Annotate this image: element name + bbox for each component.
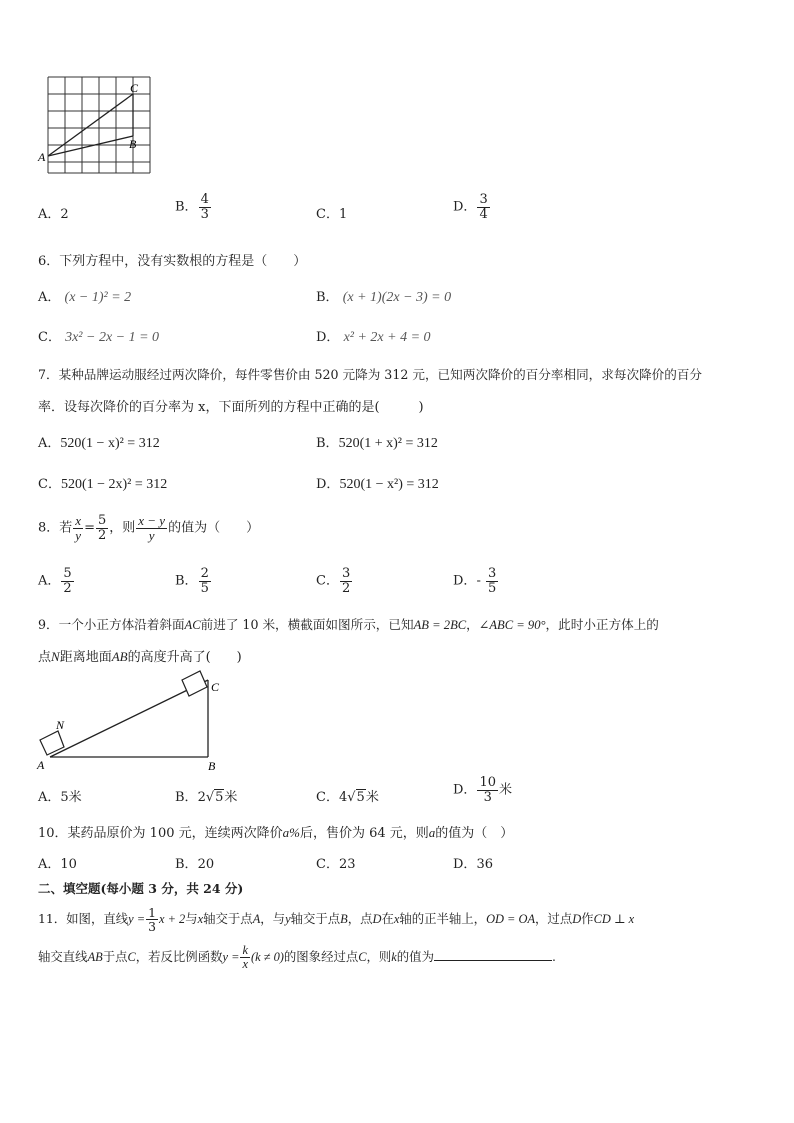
q8-option-b[interactable]: B． $\frac{2}{5}$ [175, 566, 209, 596]
q11-stem-line1: 11．如图，直线y = $\frac{1}{3}$ x + 2与x轴交于点A，与y轴交于点B，点D在x轴的正半轴上，OD = OA，过点D作CD ⊥ x [38, 905, 635, 935]
q8-option-d[interactable]: D．- $\frac{3}{5}$ [453, 566, 497, 596]
q7-stem-line2: 率．设每次降价的百分率为 x，下面所列的方程中正确的是( ) [38, 400, 424, 415]
q8-option-c[interactable]: C． $\frac{3}{2}$ [316, 566, 351, 596]
q8-stem: 8．若 $\frac{x}{y}$ = $\frac{5}{2}$ ，则 $\frac{x - y}{y}$ 的值为（ ） [38, 513, 260, 543]
q7-option-d[interactable]: D．520(1 − x²) = 312 [316, 477, 439, 492]
q6-option-d[interactable]: D． x² + 2x + 4 = 0 [316, 330, 431, 345]
q6-stem: 6．下列方程中，没有实数根的方程是（ ） [38, 254, 307, 269]
q5-option-a[interactable]: A．2 [38, 207, 69, 222]
q10-option-a[interactable]: A．10 [38, 857, 77, 872]
triangle-abc-slope [50, 680, 208, 757]
q6-option-c[interactable]: C． 3x² − 2x − 1 = 0 [38, 330, 160, 345]
label-n: N [56, 718, 65, 732]
q5-option-c[interactable]: C．1 [316, 207, 348, 222]
cube-at-c [182, 671, 207, 696]
q7-option-b[interactable]: B．520(1 + x)² = 312 [316, 436, 438, 451]
section-title-fill-in: 二、填空题(每小题 3 分，共 24 分) [38, 881, 244, 896]
label-c: C [211, 680, 220, 694]
label-b: B [208, 759, 216, 773]
label-a: A [37, 758, 45, 772]
sqrt-symbol: √ [347, 790, 356, 805]
q7-option-a[interactable]: A．520(1 − x)² = 312 [38, 436, 160, 451]
slope-figure [34, 670, 234, 774]
q9-stem-line1: 9．一个小正方体沿着斜面AC前进了 10 米，横截面如图所示，已知AB = 2BC，∠ABC = 90°，此时小正方体上的 [38, 617, 659, 632]
triangle-abc [48, 94, 133, 156]
q9-stem-line2: 点N距离地面AB的高度升高了( ) [38, 649, 242, 665]
q7-stem-line1: 7．某种品牌运动服经过两次降价，每件零售价由 520 元降为 312 元，已知两次降价的百分率相同，求每次降价的百分 [38, 367, 703, 382]
label-a: A [38, 150, 46, 164]
label-b: B [129, 137, 137, 151]
q9-option-a[interactable]: A．5米 [38, 790, 82, 805]
q10-option-d[interactable]: D．36 [453, 857, 493, 872]
q10-option-b[interactable]: B．20 [175, 857, 215, 872]
q11-stem-line2: 轴交直线AB于点C，若反比例函数y = $\frac{k}{x}$ (k ≠ 0)的图象经过点C，则k的值为 . [38, 943, 556, 972]
q5-option-b[interactable]: B． $\frac{4}{3}$ [175, 192, 209, 222]
q11-answer-blank[interactable] [434, 948, 552, 961]
q10-option-c[interactable]: C．23 [316, 857, 356, 872]
label-c: C [130, 81, 139, 95]
q9-option-b[interactable]: B．2√5米 [175, 790, 238, 805]
q9-option-d[interactable]: D． $\frac{10}{3}$ 米 [453, 775, 512, 805]
q6-option-b[interactable]: B． (x + 1)(2x − 3) = 0 [316, 290, 452, 305]
q8-option-a[interactable]: A． $\frac{5}{2}$ [38, 566, 72, 596]
q6-option-a[interactable]: A． (x − 1)² = 2 [38, 290, 132, 305]
q9-option-c[interactable]: C．4√5米 [316, 790, 379, 805]
q5-option-d[interactable]: D． $\frac{3}{4}$ [453, 192, 488, 222]
sqrt-symbol: √ [205, 790, 215, 805]
q10-stem: 10．某药品原价为 100 元，连续两次降价a%后，售价为 64 元，则a的值为（ ） [38, 825, 514, 841]
grid-triangle-figure [34, 72, 160, 177]
q7-option-c[interactable]: C．520(1 − 2x)² = 312 [38, 477, 168, 492]
